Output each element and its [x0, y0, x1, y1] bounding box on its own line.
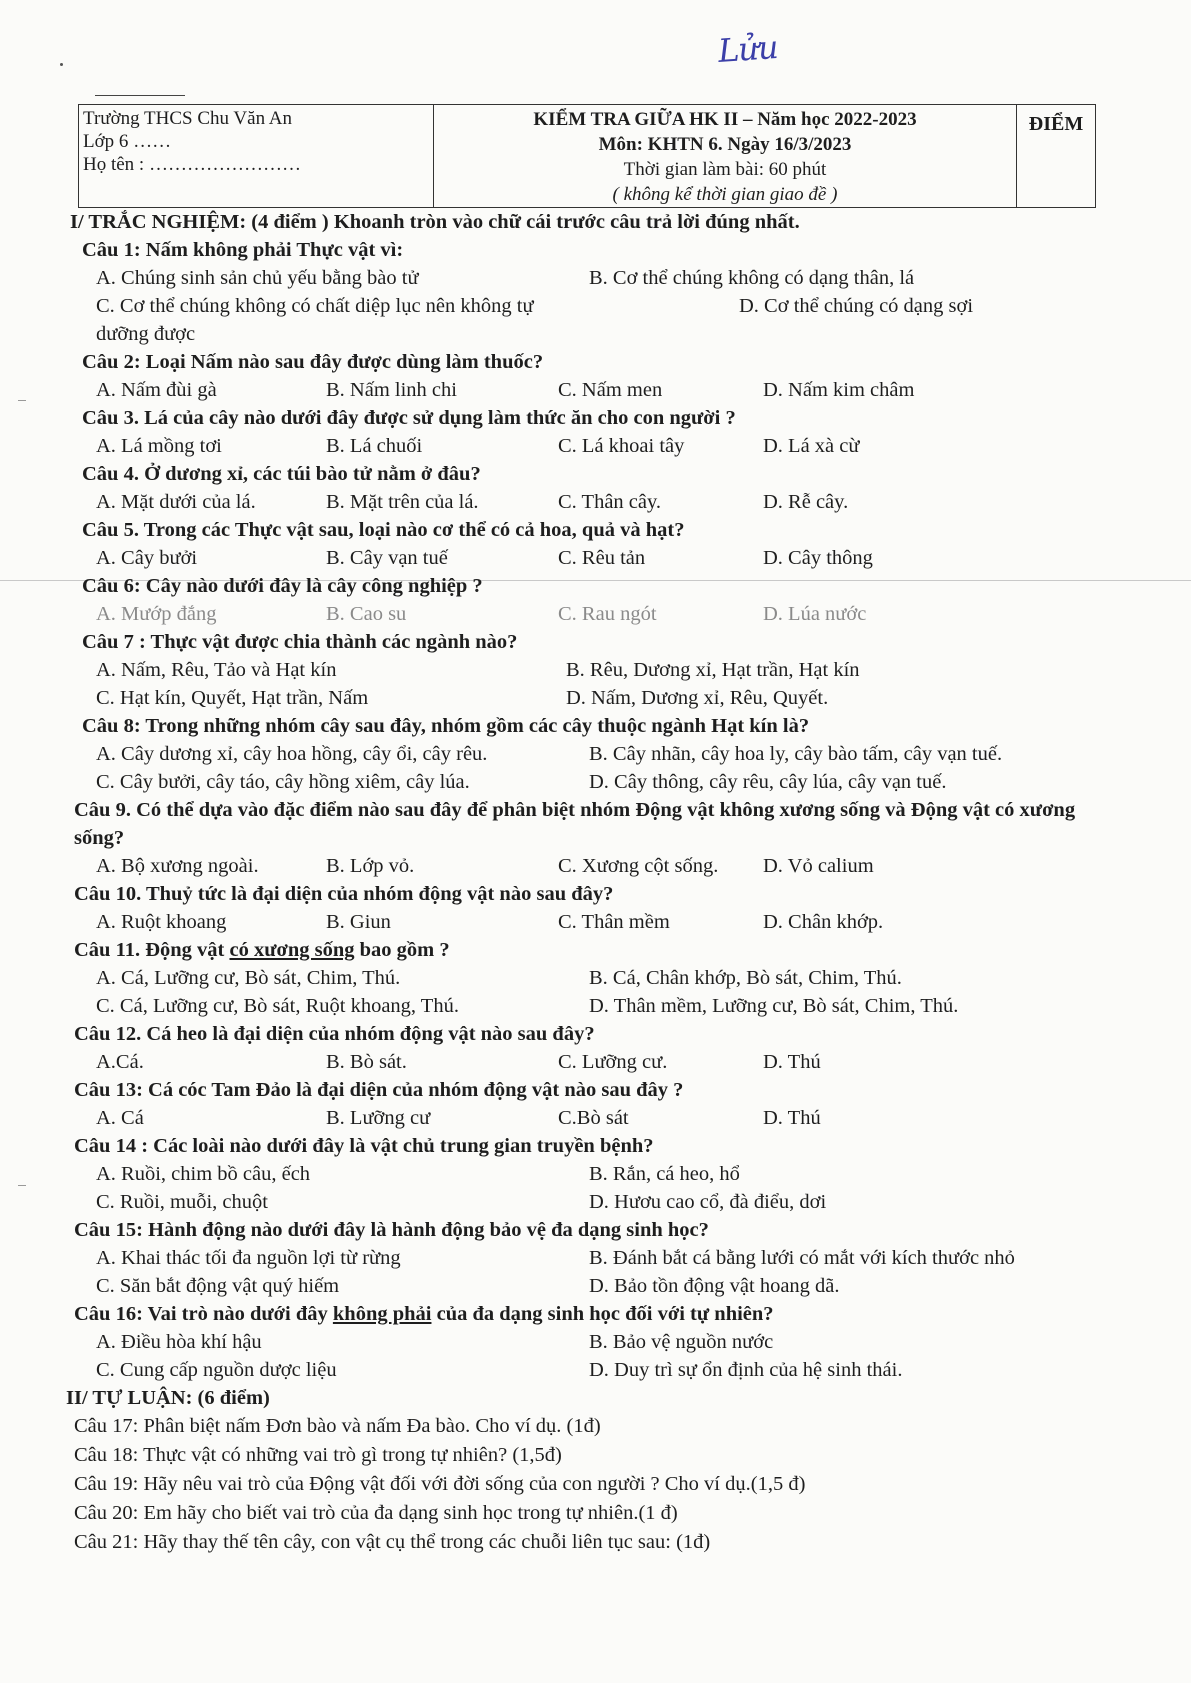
question-text: Câu 8: Trong những nhóm cây sau đây, nhóm gồm các cây thuộc ngành Hạt kín là? [82, 715, 810, 737]
option-b: B. Cá, Chân khớp, Bò sát, Chim, Thú. [589, 967, 902, 989]
option-a: A.Cá. [96, 1051, 144, 1073]
question-1 [70, 236, 1130, 348]
question-7 [70, 628, 1130, 712]
option-a: A. Ruồi, chim bồ câu, ếch [96, 1163, 311, 1185]
school-name: Trường THCS Chu Văn An [83, 108, 292, 129]
option-d: D. Hươu cao cổ, đà điểu, dơi [589, 1191, 827, 1213]
question-text [74, 936, 1130, 964]
option-c: C. Nấm men [558, 379, 663, 401]
option-b: B. Lá chuối [326, 435, 423, 457]
scan-artifact-tick [18, 400, 26, 401]
class-field: Lớp 6 …… [83, 131, 172, 152]
question-9 [70, 796, 1130, 880]
option-d: D. Lúa nước [763, 603, 867, 625]
option-a: A. Cá [96, 1107, 144, 1129]
question-8 [70, 712, 1130, 796]
exam-duration: Thời gian làm bài: 60 phút [623, 159, 827, 180]
option-a: A. Cây bưởi [96, 547, 198, 569]
option-c: C. Săn bắt động vật quý hiếm [96, 1275, 340, 1297]
question-16 [70, 1300, 1130, 1384]
question-text: Câu 9. Có thể dựa vào đặc điểm nào sau đây để phân biệt nhóm Động vật không xương sống và Động vật có xương sống? [74, 799, 1076, 849]
option-d: D. Vỏ calium [763, 855, 874, 877]
question-text: Câu 10. Thuỷ tức là đại diện của nhóm động vật nào sau đây? [74, 883, 614, 905]
student-info [79, 105, 434, 207]
option-c: C. Thân cây. [558, 491, 662, 513]
exam-info [434, 105, 1017, 207]
option-d: D. Nấm kim châm [763, 379, 915, 401]
question-14 [70, 1132, 1130, 1216]
option-d: D. Cây thông [763, 547, 873, 569]
option-b: B. Bò sát. [326, 1051, 407, 1073]
essay-question-19: Câu 19: Hãy nêu vai trò của Động vật đối với đời sống của con người ? Cho ví dụ.(1,5 đ) [74, 1473, 806, 1495]
option-c: C. Cây bưởi, cây táo, cây hồng xiêm, cây lúa. [96, 771, 470, 793]
option-c: C. Lá khoai tây [558, 435, 685, 457]
question-10 [70, 880, 1130, 936]
option-c: C. Thân mềm [558, 911, 670, 933]
option-d: D. Nấm, Dương xỉ, Rêu, Quyết. [566, 687, 829, 709]
essay-list [70, 1412, 1130, 1557]
option-b: B. Giun [326, 911, 391, 933]
question-text: Câu 13: Cá cóc Tam Đảo là đại diện của nhóm động vật nào sau đây ? [74, 1079, 684, 1101]
option-b: B. Cao su [326, 603, 407, 625]
option-a: A. Nấm, Rêu, Tảo và Hạt kín [96, 659, 337, 681]
part2-title: II/ TỰ LUẬN: (6 điểm) [66, 1387, 270, 1409]
question-text: Câu 4. Ở dương xỉ, các túi bào tử nằm ở đâu? [82, 463, 481, 485]
option-b: B. Đánh bắt cá bằng lưới có mắt với kích thước nhỏ [589, 1247, 1015, 1269]
exam-title: KIỂM TRA GIỮA HK II – Năm học 2022-2023 [533, 109, 917, 130]
scan-artifact-tick [18, 1185, 26, 1186]
exam-header [78, 104, 1096, 208]
option-d: D. Cây thông, cây rêu, cây lúa, cây vạn tuế. [589, 771, 947, 793]
exam-subject: Môn: KHTN 6. Ngày 16/3/2023 [598, 134, 852, 155]
question-text: Câu 3. Lá của cây nào dưới đây được sử dụng làm thức ăn cho con người ? [82, 407, 736, 429]
option-a: A. Mặt dưới của lá. [96, 491, 256, 513]
option-a: A. Ruột khoang [96, 911, 227, 933]
question-text [74, 1300, 1130, 1328]
question-12 [70, 1020, 1130, 1076]
option-c: C. Cơ thể chúng không có chất diệp lục nên không tự dưỡng được [96, 295, 534, 345]
option-b: B. Nấm linh chi [326, 379, 457, 401]
option-d: D. Chân khớp. [763, 911, 884, 933]
score-box: ĐIỂM [1028, 113, 1084, 135]
essay-question-21: Câu 21: Hãy thay thế tên cây, con vật cụ thể trong các chuỗi liên tục sau: (1đ) [74, 1531, 711, 1553]
question-6 [70, 572, 1130, 628]
essay-question-18: Câu 18: Thực vật có những vai trò gì trong tự nhiên? (1,5đ) [74, 1444, 562, 1466]
divider [95, 95, 185, 96]
option-a: A. Nấm đùi gà [96, 379, 217, 401]
option-b: B. Cây nhãn, cây hoa ly, cây bào tấm, cây vạn tuế. [589, 743, 1003, 765]
question-text: Câu 5. Trong các Thực vật sau, loại nào cơ thể có cả hoa, quả và hạt? [82, 519, 685, 541]
option-d: D. Duy trì sự ổn định của hệ sinh thái. [589, 1359, 903, 1381]
option-d: D. Cơ thể chúng có dạng sợi [739, 295, 974, 317]
option-c: C. Rau ngót [558, 603, 657, 625]
question-text-part: Câu 11. Động vật [74, 939, 230, 961]
question-text: Câu 14 : Các loài nào dưới đây là vật chủ trung gian truyền bệnh? [74, 1135, 654, 1157]
essay-question-17: Câu 17: Phân biệt nấm Đơn bào và nấm Đa bào. Cho ví dụ. (1đ) [74, 1415, 601, 1437]
option-a: A. Lá mồng tơi [96, 435, 222, 457]
option-c: C. Hạt kín, Quyết, Hạt trần, Nấm [96, 687, 369, 709]
option-a: A. Bộ xương ngoài. [96, 855, 259, 877]
option-d: D. Thân mềm, Lưỡng cư, Bò sát, Chim, Thú. [589, 995, 959, 1017]
question-text: Câu 12. Cá heo là đại diện của nhóm động vật nào sau đây? [74, 1023, 595, 1045]
option-b: B. Mặt trên của lá. [326, 491, 479, 513]
question-13 [70, 1076, 1130, 1132]
option-d: D. Rễ cây. [763, 491, 849, 513]
option-a: A. Cây dương xỉ, cây hoa hồng, cây ổi, cây rêu. [96, 743, 488, 765]
option-b: B. Bảo vệ nguồn nước [589, 1331, 774, 1353]
question-text: Câu 15: Hành động nào dưới đây là hành động bảo vệ đa dạng sinh học? [74, 1219, 709, 1241]
option-d: D. Bảo tồn động vật hoang dã. [589, 1275, 840, 1297]
option-a: A. Mướp đắng [96, 603, 217, 625]
question-text-part: bao gồm ? [354, 939, 450, 961]
question-4 [70, 460, 1130, 516]
scan-speck [60, 63, 63, 66]
question-text: Câu 1: Nấm không phải Thực vật vì: [82, 239, 404, 261]
option-a: A. Điều hòa khí hậu [96, 1331, 262, 1353]
exam-content [66, 208, 1130, 1557]
question-underlined-term: không phải [332, 1303, 432, 1325]
handwritten-mark: Lửu [716, 27, 779, 71]
question-2 [70, 348, 1130, 404]
option-b: B. Rắn, cá heo, hổ [589, 1163, 740, 1185]
name-field: Họ tên : …………………… [83, 154, 301, 175]
question-text: Câu 6: Cây nào dưới đây là cây công nghiệp ? [82, 575, 483, 597]
question-underlined-term: có xương sống [229, 939, 355, 961]
essay-question-20: Câu 20: Em hãy cho biết vai trò của đa dạng sinh học trong tự nhiên.(1 đ) [74, 1502, 678, 1524]
option-b: B. Rêu, Dương xỉ, Hạt trần, Hạt kín [566, 659, 860, 681]
option-d: D. Thú [763, 1051, 821, 1073]
option-b: B. Cây vạn tuế [326, 547, 448, 569]
question-11 [70, 936, 1130, 1020]
option-c: C. Rêu tản [558, 547, 646, 569]
option-c: C. Xương cột sống. [558, 855, 719, 877]
question-text: Câu 7 : Thực vật được chia thành các ngành nào? [82, 631, 518, 653]
option-d: D. Thú [763, 1107, 821, 1129]
question-text-part: của đa dạng sinh học đối với tự nhiên? [431, 1303, 774, 1325]
option-c: C. Ruồi, muỗi, chuột [96, 1191, 268, 1213]
option-a: A. Chúng sinh sản chủ yếu bằng bào tử [96, 267, 419, 289]
option-a: A. Cá, Lưỡng cư, Bò sát, Chim, Thú. [96, 967, 401, 989]
option-d: D. Lá xà cừ [763, 435, 860, 457]
option-c: C.Bò sát [558, 1107, 629, 1129]
option-b: B. Cơ thể chúng không có dạng thân, lá [589, 267, 915, 289]
question-5 [70, 516, 1130, 572]
question-text: Câu 2: Loại Nấm nào sau đây được dùng làm thuốc? [82, 351, 544, 373]
part1-title: I/ TRẮC NGHIỆM: (4 điểm ) Khoanh tròn vào chữ cái trước câu trả lời đúng nhất. [70, 211, 800, 233]
question-15 [70, 1216, 1130, 1300]
question-3 [70, 404, 1130, 460]
option-c: C. Cá, Lưỡng cư, Bò sát, Ruột khoang, Thú. [96, 995, 459, 1017]
option-a: A. Khai thác tối đa nguồn lợi từ rừng [96, 1247, 401, 1269]
option-b: B. Lưỡng cư [326, 1107, 431, 1129]
option-b: B. Lớp vỏ. [326, 855, 415, 877]
question-text-part: Câu 16: Vai trò nào dưới đây [74, 1303, 333, 1325]
exam-note: ( không kể thời gian giao đề ) [612, 184, 838, 205]
option-c: C. Cung cấp nguồn dược liệu [96, 1359, 337, 1381]
option-c: C. Lưỡng cư. [558, 1051, 668, 1073]
